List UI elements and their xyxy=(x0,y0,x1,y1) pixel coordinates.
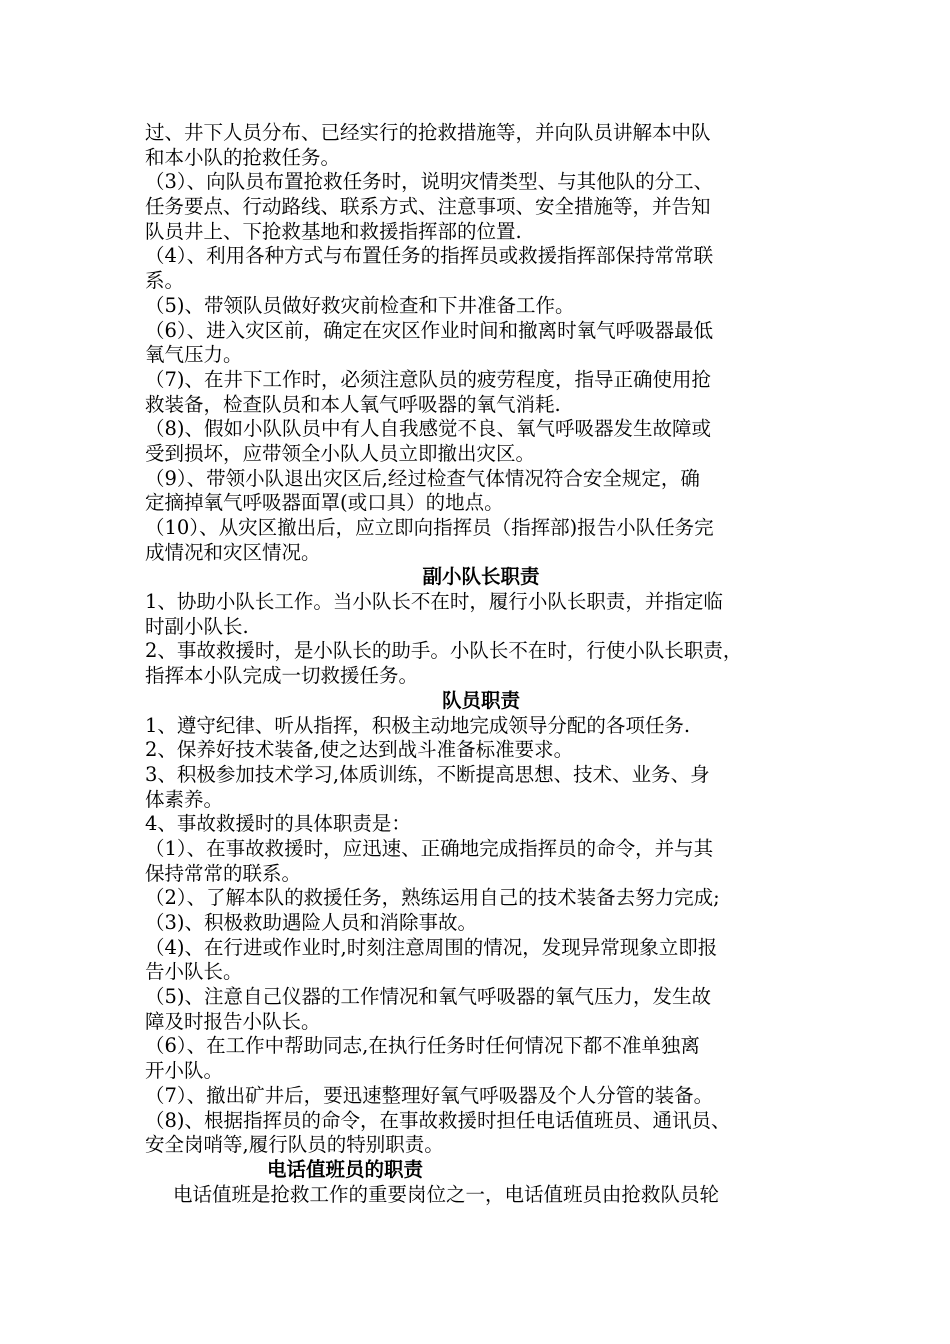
text-line: 过、井下人员分布、已经实行的抢救措施等，并向队员讲解本中队 xyxy=(145,121,711,144)
text-line: 保持常常的联系。 xyxy=(145,861,302,885)
text-line: 时副小队长. xyxy=(145,614,249,638)
section-deputy-leader xyxy=(145,565,817,688)
section-heading: 副小队长职责 xyxy=(422,565,540,589)
text-line: 任务要点、行动路线、联系方式、注意事项、安全措施等，并告知 xyxy=(145,195,711,219)
text-line: （3)、积极救助遇险人员和消除事故。 xyxy=(145,911,478,934)
text-line: （10）、从灾区撤出后，应立即向指挥员（指挥部)报告小队任务完 xyxy=(145,516,714,539)
section-heading: 电话值班员的职责 xyxy=(267,1157,424,1181)
section-phone-duty xyxy=(145,1158,817,1207)
text-line: 和本小队的抢救任务。 xyxy=(145,145,341,169)
text-line: 2、事故救援时，是小队长的助手。小队长不在时，行使小队长职责， xyxy=(145,639,743,663)
text-line: 1、遵守纪律、听从指挥，积极主动地完成领导分配的各项任务. xyxy=(145,713,691,737)
text-line: 氧气压力。 xyxy=(145,343,243,367)
text-line: 定摘掉氧气呼吸器面罩(或口具）的地点。 xyxy=(145,491,504,515)
text-line: （9）、带领小队退出灾区后,经过检查气体情况符合安全规定，确 xyxy=(145,466,700,490)
text-line: （6）、进入灾区前，确定在灾区作业时间和撤离时氧气呼吸器最低 xyxy=(145,318,714,342)
section-team-member xyxy=(145,689,817,1158)
text-line: 电话值班是抢救工作的重要岗位之一，电话值班员由抢救队员轮 xyxy=(173,1182,720,1206)
text-line: 安全岗哨等,履行队员的特别职责。 xyxy=(145,1133,444,1157)
text-line: 体素养。 xyxy=(145,787,224,811)
text-line: 1、协助小队长工作。当小队长不在时，履行小队长职责，并指定临 xyxy=(145,590,723,614)
text-line: （7)、在井下工作时，必须注意队员的疲劳程度，指导正确使用抢 xyxy=(145,367,712,391)
text-line: （4）、利用各种方式与布置任务的指挥员或救援指挥部保持常常联 xyxy=(145,244,714,268)
text-line: 2、保养好技术装备,使之达到战斗准备标准要求。 xyxy=(145,738,574,762)
text-line: （7）、撤出矿井后，要迅速整理好氧气呼吸器及个人分管的装备。 xyxy=(145,1083,714,1107)
text-line: 成情况和灾区情况。 xyxy=(145,540,321,564)
text-line: （2）、了解本队的救援任务，熟练运用自己的技术装备去努力完成; xyxy=(145,886,720,910)
text-line: 队员井上、下抢救基地和救援指挥部的位置. xyxy=(145,219,522,243)
intro-block xyxy=(145,121,817,565)
text-line: 系。 xyxy=(145,269,185,293)
text-line: （5)、带领队员做好救灾前检查和下井准备工作。 xyxy=(145,293,575,317)
text-line: 指挥本小队完成一切救援任务。 xyxy=(145,664,419,688)
document-page xyxy=(145,121,817,1207)
text-line: 开小队。 xyxy=(145,1059,224,1083)
text-line: 3、积极参加技术学习,体质训练，不断提高思想、技术、业务、身 xyxy=(145,762,710,786)
text-line: （4)、在行进或作业时,时刻注意周围的情况，发现异常现象立即报 xyxy=(145,935,718,959)
text-line: 受到损坏，应带领全小队人员立即撤出灾区。 xyxy=(145,441,536,465)
text-line: 告小队长。 xyxy=(145,960,243,984)
text-line: （1）、在事故救援时，应迅速、正确地完成指挥员的命令，并与其 xyxy=(145,836,714,860)
section-heading: 队员职责 xyxy=(441,688,520,712)
text-line: 救装备，检查队员和本人氧气呼吸器的氧气消耗. xyxy=(145,392,561,416)
text-line: （8)、假如小队队员中有人自我感觉不良、氧气呼吸器发生故障或 xyxy=(145,417,712,441)
text-line: 4、事故救援时的具体职责是： xyxy=(145,812,411,836)
text-line: 障及时报告小队长。 xyxy=(145,1009,321,1033)
text-line: （5)、注意自己仪器的工作情况和氧气呼吸器的氧气压力，发生故 xyxy=(145,985,712,1009)
text-line: （8)、根据指挥员的命令，在事故救援时担任电话值班员、通讯员、 xyxy=(145,1108,731,1132)
text-line: （3）、向队员布置抢救任务时，说明灾情类型、与其他队的分工、 xyxy=(145,170,714,194)
text-line: （6）、在工作中帮助同志,在执行任务时任何情况下都不准单独离 xyxy=(145,1034,700,1058)
